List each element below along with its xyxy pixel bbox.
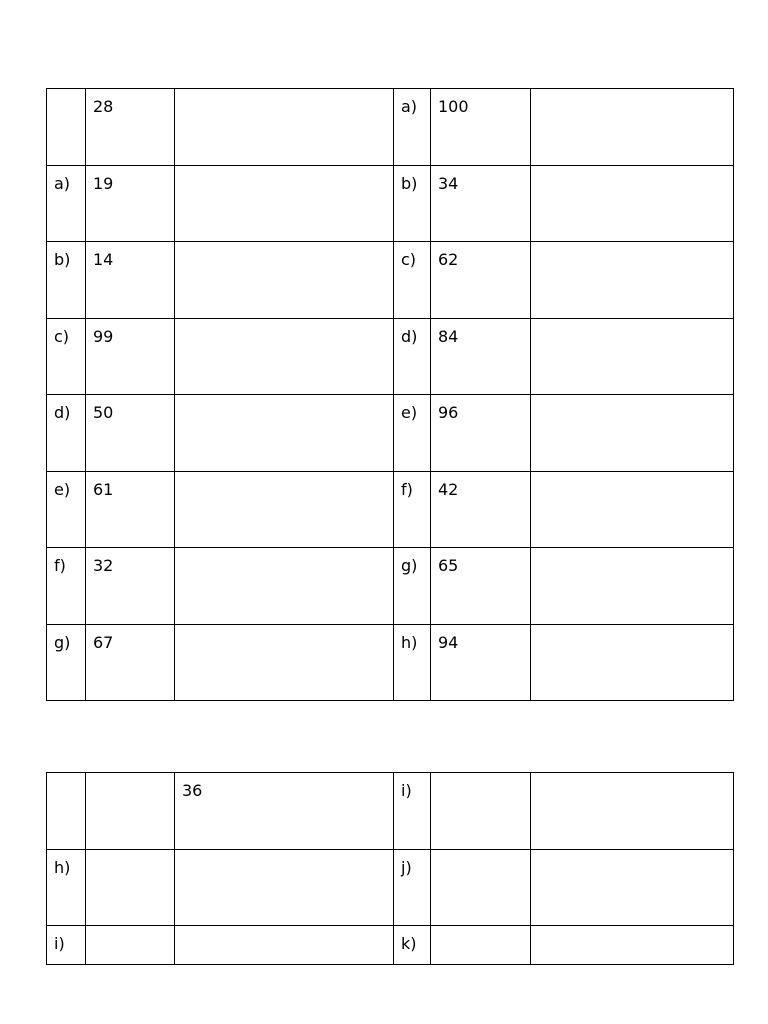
row-label-cell: c): [47, 318, 86, 395]
value-cell: [86, 926, 175, 965]
row-label-cell: [47, 89, 86, 166]
answer-cell-right: [531, 395, 734, 472]
answer-cell: [175, 849, 394, 926]
row-label-cell-right: h): [394, 624, 431, 701]
row-label-cell: b): [47, 242, 86, 319]
value-cell: 28: [86, 89, 175, 166]
row-label-cell-right: b): [394, 165, 431, 242]
value-cell-right: 42: [431, 471, 531, 548]
table-row: [47, 471, 734, 548]
table-row: [47, 89, 734, 166]
answer-cell-right: [531, 926, 734, 965]
exercise-table-1: [46, 88, 734, 701]
value-cell-right: 62: [431, 242, 531, 319]
value-cell-right: [431, 773, 531, 850]
answer-cell-right: [531, 471, 734, 548]
row-label-cell: f): [47, 548, 86, 625]
table-row: [47, 773, 734, 850]
row-label-cell-right: j): [394, 849, 431, 926]
answer-cell-right: [531, 548, 734, 625]
value-cell-right: 94: [431, 624, 531, 701]
row-label-cell: i): [47, 926, 86, 965]
value-cell: [86, 773, 175, 850]
value-cell: 19: [86, 165, 175, 242]
row-label-cell: e): [47, 471, 86, 548]
value-cell-right: 34: [431, 165, 531, 242]
answer-cell: [175, 165, 394, 242]
answer-cell: 36: [175, 773, 394, 850]
row-label-cell: [47, 773, 86, 850]
row-label-cell-right: e): [394, 395, 431, 472]
value-cell-right: 100: [431, 89, 531, 166]
value-cell-right: 84: [431, 318, 531, 395]
row-label-cell: d): [47, 395, 86, 472]
answer-cell-right: [531, 773, 734, 850]
answer-cell-right: [531, 624, 734, 701]
row-label-cell-right: a): [394, 89, 431, 166]
answer-cell: [175, 624, 394, 701]
table-row: [47, 395, 734, 472]
value-cell-right: [431, 849, 531, 926]
exercise-table-2: [46, 772, 734, 965]
answer-cell: [175, 318, 394, 395]
value-cell: 14: [86, 242, 175, 319]
row-label-cell: h): [47, 849, 86, 926]
value-cell-right: 96: [431, 395, 531, 472]
value-cell-right: 65: [431, 548, 531, 625]
answer-cell-right: [531, 242, 734, 319]
row-label-cell-right: k): [394, 926, 431, 965]
value-cell: 50: [86, 395, 175, 472]
table-row: [47, 548, 734, 625]
table-row: [47, 926, 734, 965]
row-label-cell-right: f): [394, 471, 431, 548]
row-label-cell: g): [47, 624, 86, 701]
answer-cell-right: [531, 849, 734, 926]
value-cell: 32: [86, 548, 175, 625]
table-row: [47, 849, 734, 926]
answer-cell-right: [531, 89, 734, 166]
answer-cell: [175, 395, 394, 472]
answer-cell-right: [531, 165, 734, 242]
row-label-cell-right: i): [394, 773, 431, 850]
row-label-cell-right: g): [394, 548, 431, 625]
table-row: [47, 165, 734, 242]
table-row: [47, 318, 734, 395]
value-cell: 67: [86, 624, 175, 701]
answer-cell: [175, 548, 394, 625]
answer-cell: [175, 89, 394, 166]
row-label-cell-right: d): [394, 318, 431, 395]
answer-cell: [175, 471, 394, 548]
value-cell: [86, 849, 175, 926]
table-row: [47, 624, 734, 701]
answer-cell-right: [531, 318, 734, 395]
answer-cell: [175, 926, 394, 965]
row-label-cell-right: c): [394, 242, 431, 319]
row-label-cell: a): [47, 165, 86, 242]
value-cell: 99: [86, 318, 175, 395]
value-cell-right: [431, 926, 531, 965]
value-cell: 61: [86, 471, 175, 548]
answer-cell: [175, 242, 394, 319]
table-row: [47, 242, 734, 319]
